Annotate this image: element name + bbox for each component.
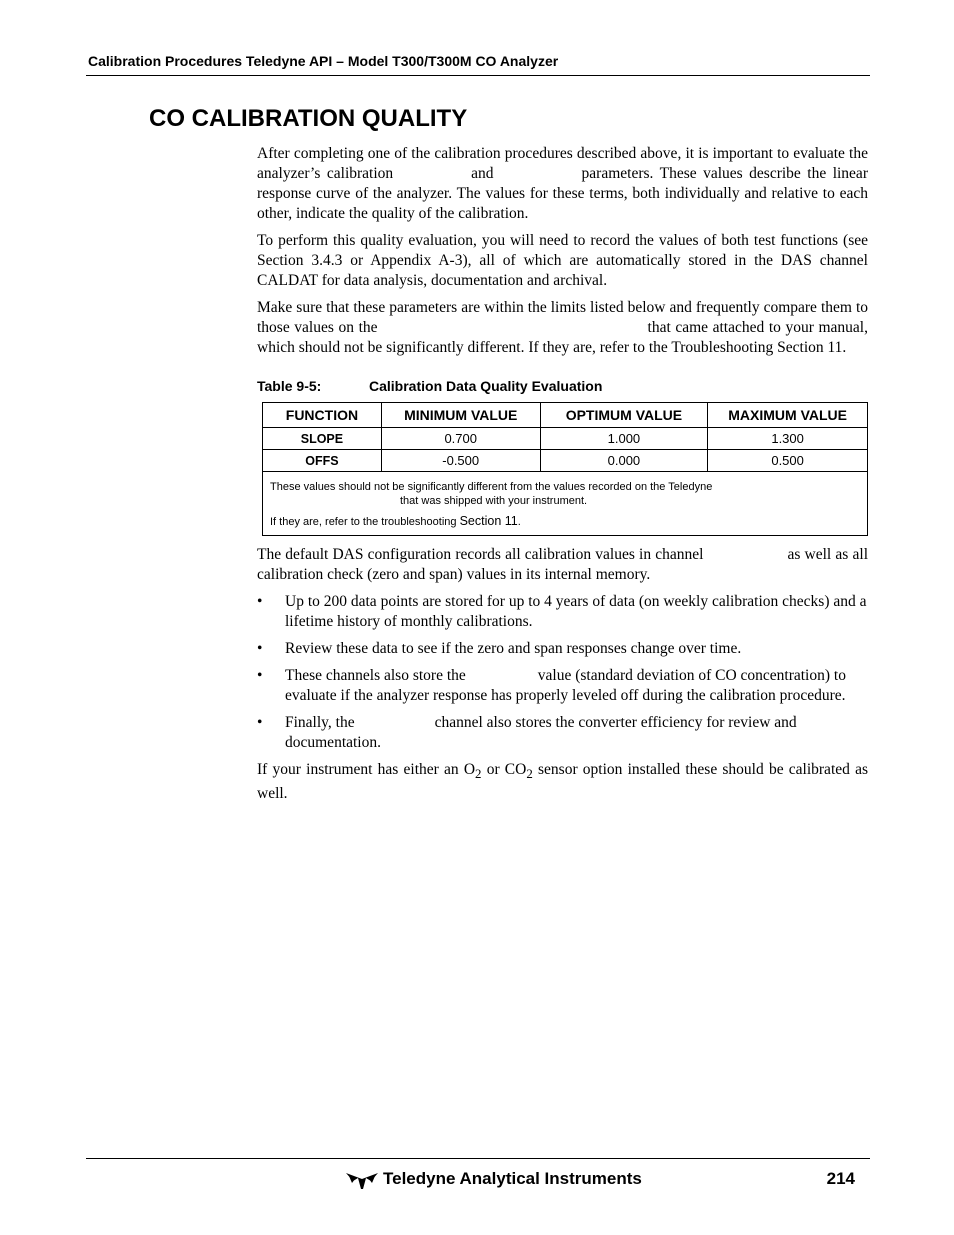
table-caption — [257, 378, 868, 394]
paragraph-das-config-text-b: as well as all calibration check (zero and span) values in its internal memory. — [257, 546, 868, 583]
table-cell-max: 1.300 — [708, 428, 868, 450]
table-caption-title: Calibration Data Quality Evaluation — [369, 378, 603, 394]
table-note-period: . — [517, 516, 521, 528]
table-note-line-1: These values should not be significantly different from the values recorded on the Teledyne — [270, 481, 713, 493]
subscript-2: 2 — [526, 766, 533, 782]
paragraph-limits-text-b: that came attached to your manual, which should not be significantly different. If they are, refer to the Troubleshooting Section 11. — [257, 319, 868, 356]
table-note-line-3 — [270, 514, 860, 529]
table-header-cell: OPTIMUM VALUE — [540, 403, 708, 428]
table-caption-number: Table 9-5: — [257, 378, 322, 394]
paragraph-sensor-option — [257, 760, 868, 804]
body-content — [257, 144, 868, 811]
paragraph-intro — [257, 144, 868, 224]
sensor-text-3: sensor option installed these should be calibrated as well. — [257, 761, 868, 803]
page-title: CO CALIBRATION QUALITY — [149, 105, 468, 132]
table-cell-min: 0.700 — [381, 428, 540, 450]
sensor-text-1: If your instrument has either an O — [257, 761, 476, 778]
teledyne-logo-icon — [345, 1170, 379, 1195]
paragraph-limits — [257, 298, 868, 358]
page-footer — [345, 1168, 855, 1192]
footer-rule — [86, 1158, 870, 1159]
bullet-icon: • — [257, 667, 263, 684]
table-cell-optimum: 0.000 — [540, 450, 708, 472]
table-note-line-3-text: If they are, refer to the troubleshooting — [270, 516, 457, 528]
list-item — [257, 666, 868, 706]
list-item-text: Up to 200 data points are stored for up to 4 years of data (on weekly calibration checks) and a lifetime history of monthly calibrations. — [285, 593, 867, 630]
table-cell-function: SLOPE — [263, 428, 382, 450]
bullet-list — [257, 592, 868, 753]
calibration-quality-table — [262, 402, 868, 536]
table-note-row — [263, 472, 868, 536]
table-row — [263, 428, 868, 450]
bullet-icon: • — [257, 593, 263, 610]
table-note-line-2: that was shipped with your instrument. — [400, 495, 588, 507]
table-cell-min: -0.500 — [381, 450, 540, 472]
subscript-2: 2 — [475, 766, 482, 782]
list-item-text-b: value (standard deviation of CO concentration) to evaluate if the analyzer response has properly leveled off during the calibration procedure. — [285, 667, 846, 704]
paragraph-evaluation: To perform this quality evaluation, you will need to record the values of both test functions (see Section 3.4.3 or Appendix A-3), all of which are automatically stored in the DAS channel CALDAT for data analysis, documentation and archival. — [257, 232, 868, 289]
list-item — [257, 639, 868, 659]
footer-company: Teledyne Analytical Instruments — [383, 1169, 642, 1188]
table-cell-function: OFFS — [263, 450, 382, 472]
table-note — [263, 472, 868, 536]
table-cell-max: 0.500 — [708, 450, 868, 472]
table-row — [263, 450, 868, 472]
bullet-icon: • — [257, 640, 263, 657]
running-header: Calibration Procedures Teledyne API – Model T300/T300M CO Analyzer — [88, 53, 559, 69]
paragraph-das-config-text-a: The default DAS configuration records all calibration values in channel — [257, 546, 704, 563]
list-item-text: Review these data to see if the zero and span responses change over time. — [285, 640, 742, 657]
table-cell-optimum: 1.000 — [540, 428, 708, 450]
table-header-cell: MINIMUM VALUE — [381, 403, 540, 428]
sensor-text-2: or CO — [481, 761, 527, 778]
page-number: 214 — [826, 1169, 855, 1188]
list-item-text-a: Finally, the — [285, 714, 355, 731]
paragraph-intro-text-c: parameters. These values describe the linear response curve of the analyzer. The values for these terms, both individually and relative to each other, indicate the quality of the calibration. — [257, 165, 868, 222]
paragraph-intro-text-a: After completing one of the calibration procedures described above, it is important to evaluate the analyzer’s calibration — [257, 145, 868, 182]
paragraph-intro-text-b: and — [471, 165, 494, 182]
paragraph-limits-text-a: Make sure that these parameters are within the limits listed below and frequently compare them to those values on the — [257, 299, 868, 336]
header-rule — [86, 75, 870, 76]
table-header-row — [263, 403, 868, 428]
list-item — [257, 713, 868, 753]
bullet-icon: • — [257, 714, 263, 731]
table-header-cell: FUNCTION — [263, 403, 382, 428]
list-item-text-a: These channels also store the — [285, 667, 466, 684]
table-note-section-ref: Section 11 — [459, 514, 518, 528]
paragraph-das-config — [257, 545, 868, 585]
list-item-text-b: channel also stores the converter efficiency for review and documentation. — [285, 714, 797, 751]
table-header-cell: MAXIMUM VALUE — [708, 403, 868, 428]
list-item — [257, 592, 868, 632]
